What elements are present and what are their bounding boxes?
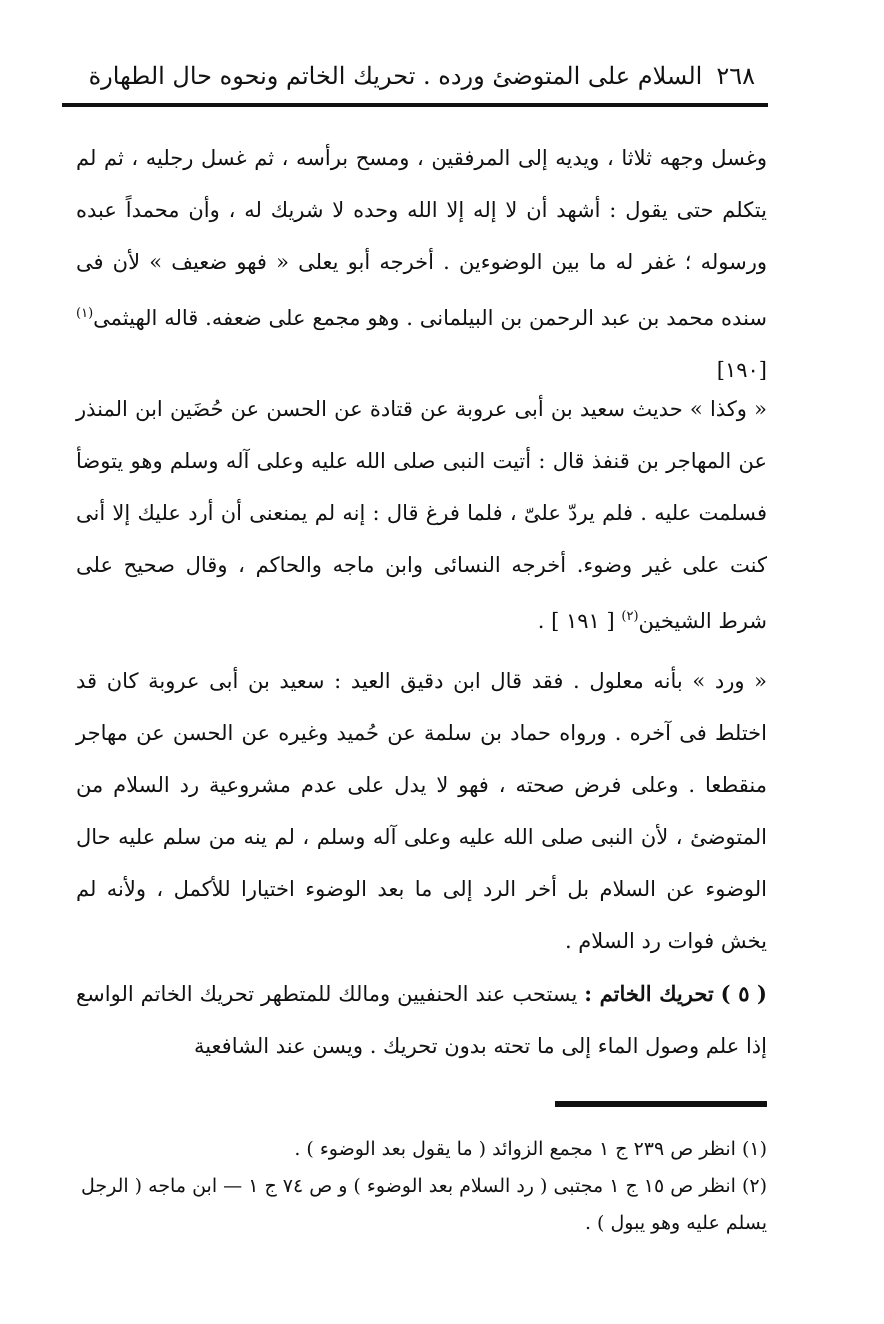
paragraph-2-text: « وكذا » حديث سعيد بن أبى عروبة عن قتادة عن الحسن عن حُضَين ابن المنذر عن المهاجر بن قنفذ قال : أتيت النبى صلى الله عليه وعلى آله وسلم وهو يتوضأ فسلمت عليه . فلم يردّ علىّ ، فلما فرغ قال : إنه لم يمنعنى أن أرد عليك إلا أنى كنت على غير وضوء. أخرجه النسائى وابن ماجه والحاكم ، وقال صحيح على شرط الشيخين (76, 397, 767, 633)
hadith-reference-190: [١٩٠] (716, 358, 767, 382)
paragraph-4-text: يستحب عند الحنفيين ومالك للمتطهر تحريك الخاتم الواسع إذا علم وصول الماء إلى ما تحته بدون تحريك . ويسن عند الشافعية (76, 982, 767, 1058)
running-title: السلام على المتوضئ ورده . تحريك الخاتم ونحوه حال الطهارة (88, 62, 703, 90)
footnote-rule (555, 1101, 767, 1107)
hadith-reference-191: [ ١٩١ ] . (537, 609, 615, 633)
paragraph-3-text: « ورد » بأنه معلول . فقد قال ابن دقيق العيد : سعيد بن أبى عروبة كان قد اختلط فى آخره . ورواه حماد بن سلمة عن حُميد وغيره عن الحسن عن مهاجر منقطعا . وعلى فرض صحته ، فهو لا يدل على عدم مشروعية رد السلام من المتوضئ ، لأن النبى صلى الله عليه وعلى آله وسلم ، لم ينه من سلم عليه حال الوضوء عن السلام بل أخر الرد إلى ما بعد الوضوء اختيارا للأكمل ، ولأنه لم يخش فوات رد السلام . (76, 669, 767, 953)
paragraph-2 (76, 383, 767, 647)
paragraph-1-text: وغسل وجهه ثلاثا ، ويديه إلى المرفقين ، ومسح برأسه ، ثم غسل رجليه ، ثم لم يتكلم حتى يقول : أشهد أن لا إله إلا الله وحده لا شريك له ، وأن محمداً عبده ورسوله ؛ غفر له ما بين الوضوءين . أخرجه أبو يعلى « فهو ضعيف » لأن فى سنده محمد بن عبد الرحمن بن البيلمانى . وهو مجمع على ضعفه. قاله الهيثمى (76, 146, 767, 330)
page-header (88, 56, 755, 96)
paragraph-3 (76, 655, 767, 967)
footnote-marker-1: (١) (76, 306, 94, 321)
footnote-marker-2: (٢) (621, 609, 639, 624)
section-heading: تحريك الخاتم : (584, 981, 714, 1006)
paragraph-1 (76, 132, 767, 396)
section-number: ( ٥ ) (720, 981, 767, 1006)
header-rule (62, 103, 768, 107)
paragraph-4 (76, 968, 767, 1072)
footnotes (76, 1131, 767, 1242)
footnote-1: (١) انظر ص ٢٣٩ ج ١ مجمع الزوائد ( ما يقول بعد الوضوء ) . (294, 1138, 767, 1160)
page-number: ٢٦٨ (716, 62, 755, 90)
footnote-2: (٢) انظر ص ١٥ ج ١ مجتبى ( رد السلام بعد الوضوء ) و ص ٧٤ ج ١ — ابن ماجه ( الرجل يسلم عليه وهو يبول ) . (80, 1175, 767, 1234)
